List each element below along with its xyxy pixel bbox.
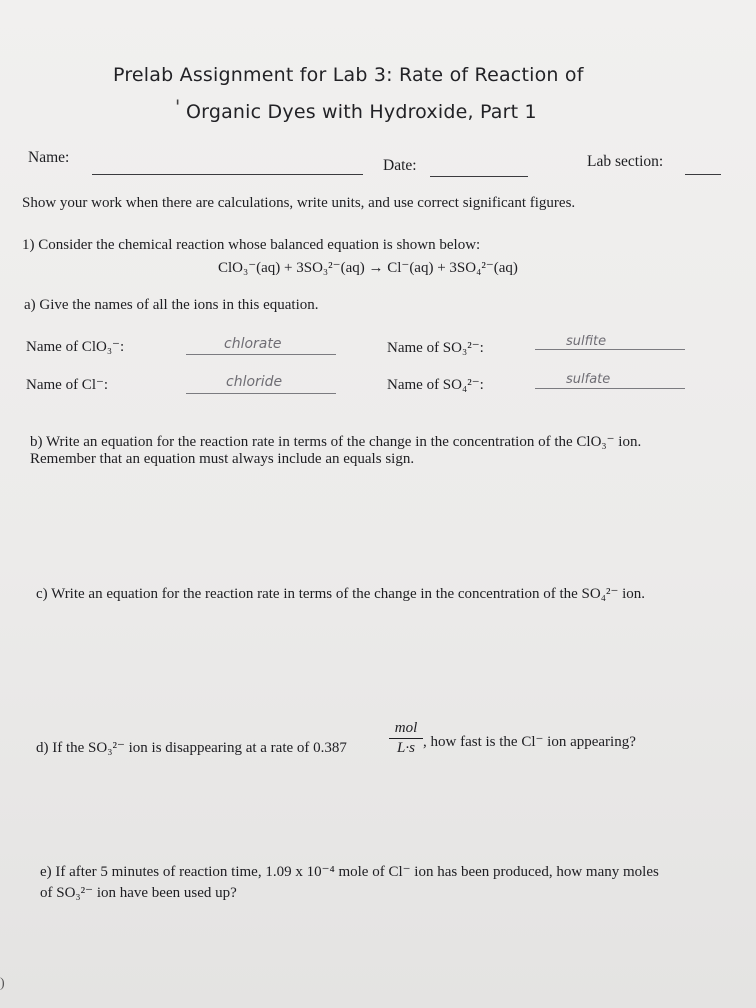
- qd-unit-fraction: [389, 720, 423, 757]
- qd-text-before: d) If the SO₃²⁻ ion is disappearing at a rate of 0.387: [36, 740, 347, 756]
- title-line-2: Organic Dyes with Hydroxide, Part 1: [186, 101, 537, 123]
- so3-label: Name of SO₃²⁻:: [387, 340, 484, 356]
- qb-line-2: Remember that an equation must always include an equals sign.: [30, 451, 415, 467]
- qc-text: c) Write an equation for the reaction rate in terms of the change in the concentration of the SO₄²⁻ ion.: [36, 586, 646, 602]
- title-tick-mark: ': [175, 96, 181, 118]
- so3-answer[interactable]: sulfite: [566, 334, 607, 349]
- cl-label: Name of Cl⁻:: [26, 377, 109, 393]
- qa-prompt: a) Give the names of all the ions in this equation.: [24, 297, 319, 313]
- name-label: Name:: [28, 149, 70, 166]
- so3-answer-line: [535, 349, 685, 350]
- cl-answer-line: [186, 393, 336, 394]
- lab-section-label: Lab section:: [587, 153, 664, 170]
- qe-line-2: of SO₃²⁻ ion have been used up?: [40, 885, 237, 901]
- clo3-answer[interactable]: chlorate: [224, 336, 282, 352]
- clo3-label: Name of ClO₃⁻:: [26, 339, 125, 355]
- qd-unit-denominator: L·s: [397, 740, 415, 756]
- qe-line-1: e) If after 5 minutes of reaction time, 1.09 x 10⁻⁴ mole of Cl⁻ ion has been produced, how many moles: [40, 864, 659, 880]
- q1-equation: ClO₃⁻(aq) + 3SO₃²⁻(aq) → Cl⁻(aq) + 3SO₄²⁻(aq): [218, 260, 518, 276]
- lab-section-field-line[interactable]: [685, 174, 721, 175]
- title-line-1: Prelab Assignment for Lab 3: Rate of Reaction of: [113, 64, 584, 86]
- qb-line-1: b) Write an equation for the reaction rate in terms of the change in the concentration of the ClO₃⁻ ion.: [30, 434, 642, 450]
- so4-answer-line: [535, 388, 685, 389]
- date-label: Date:: [383, 157, 417, 174]
- qd-fraction-bar: [389, 738, 423, 739]
- name-field-line[interactable]: [92, 174, 363, 175]
- qd-text-after: , how fast is the Cl⁻ ion appearing?: [423, 734, 636, 750]
- cl-answer[interactable]: chloride: [226, 374, 283, 390]
- so4-label: Name of SO₄²⁻:: [387, 377, 484, 393]
- clo3-answer-line: [186, 354, 336, 355]
- date-field-line[interactable]: [430, 176, 528, 177]
- instructions-text: Show your work when there are calculations, write units, and use correct significant figures.: [22, 195, 576, 211]
- q1-prompt: 1) Consider the chemical reaction whose balanced equation is shown below:: [22, 237, 481, 253]
- so4-answer[interactable]: sulfate: [566, 372, 611, 387]
- qd-unit-numerator: mol: [394, 720, 418, 736]
- margin-mark: ): [0, 976, 5, 991]
